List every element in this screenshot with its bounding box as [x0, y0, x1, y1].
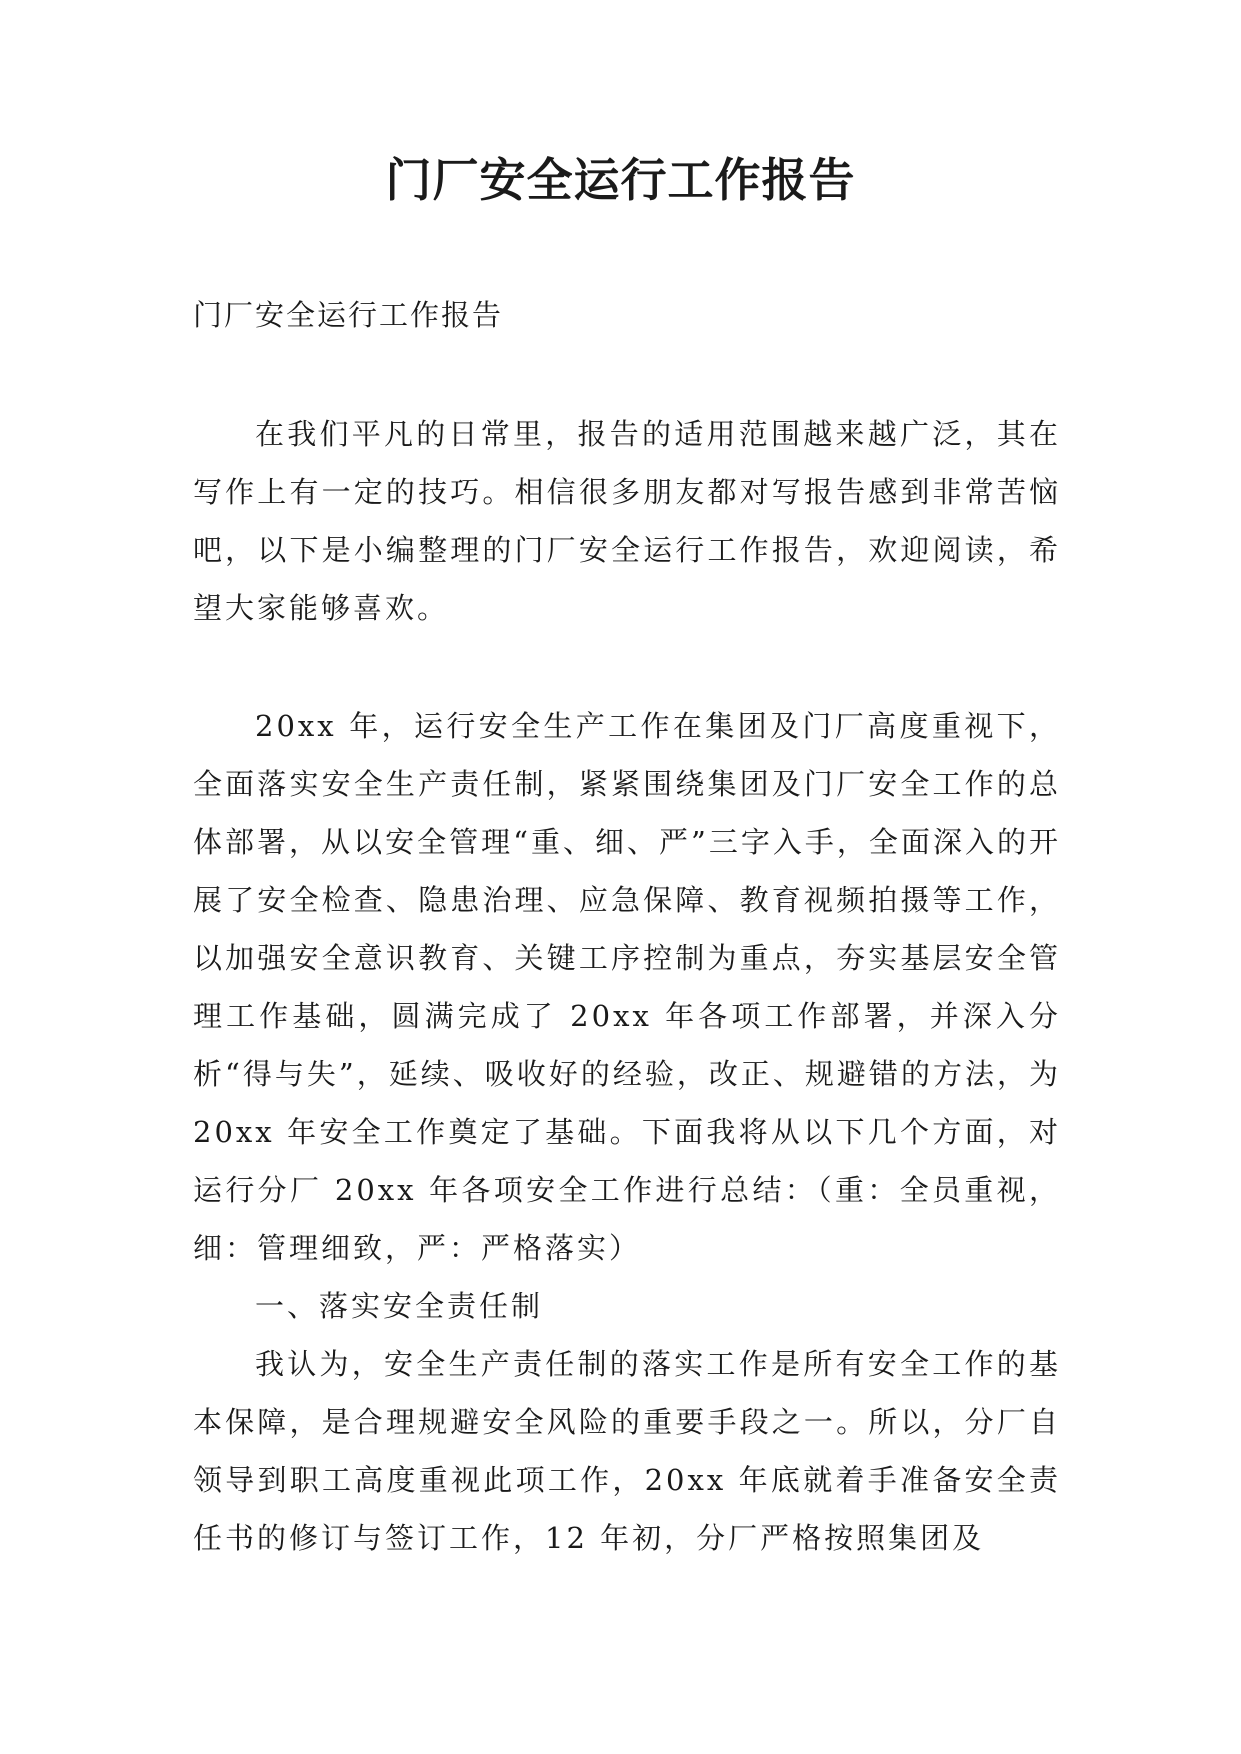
section-heading: 一、落实安全责任制: [255, 1289, 544, 1323]
intro-paragraph: 在我们平凡的日常里，报告的适用范围越来越广泛，其在写作上有一定的技巧。相信很多朋友都对写报告感到非常苦恼吧，以下是小编整理的门厂安全运行工作报告，欢迎阅读，希望大家能够喜欢。: [193, 417, 1061, 625]
summary-paragraph: 20xx 年，运行安全生产工作在集团及门厂高度重视下，全面落实安全生产责任制，紧紧围绕集团及门厂安全工作的总体部署，从以安全管理“重、细、严”三字入手，全面深入的开展了安全检查、隐患治理、应急保障、教育视频拍摄等工作，以加强安全意识教育、关键工序控制为重点，夯实基层安全管理工作基础，圆满完成了 20xx 年各项工作部署，并深入分析“得与失”，延续、吸收好的经验，改正、规避错的方法，为 20xx 年安全工作奠定了基础。下面我将从以下几个方面，对运行分厂 20xx 年各项安全工作进行总结：（重：全员重视，细：管理细致，严：严格落实）: [193, 709, 1061, 1265]
main-content: [193, 697, 1061, 1567]
section-body-paragraph: 我认为，安全生产责任制的落实工作是所有安全工作的基本保障，是合理规避安全风险的重要手段之一。所以，分厂自领导到职工高度重视此项工作，20xx 年底就着手准备安全责任书的修订与签订工作，12 年初，分厂严格按照集团及: [193, 1347, 1061, 1555]
document-title: 门厂安全运行工作报告: [385, 153, 856, 207]
document-subtitle: 门厂安全运行工作报告: [193, 298, 504, 332]
